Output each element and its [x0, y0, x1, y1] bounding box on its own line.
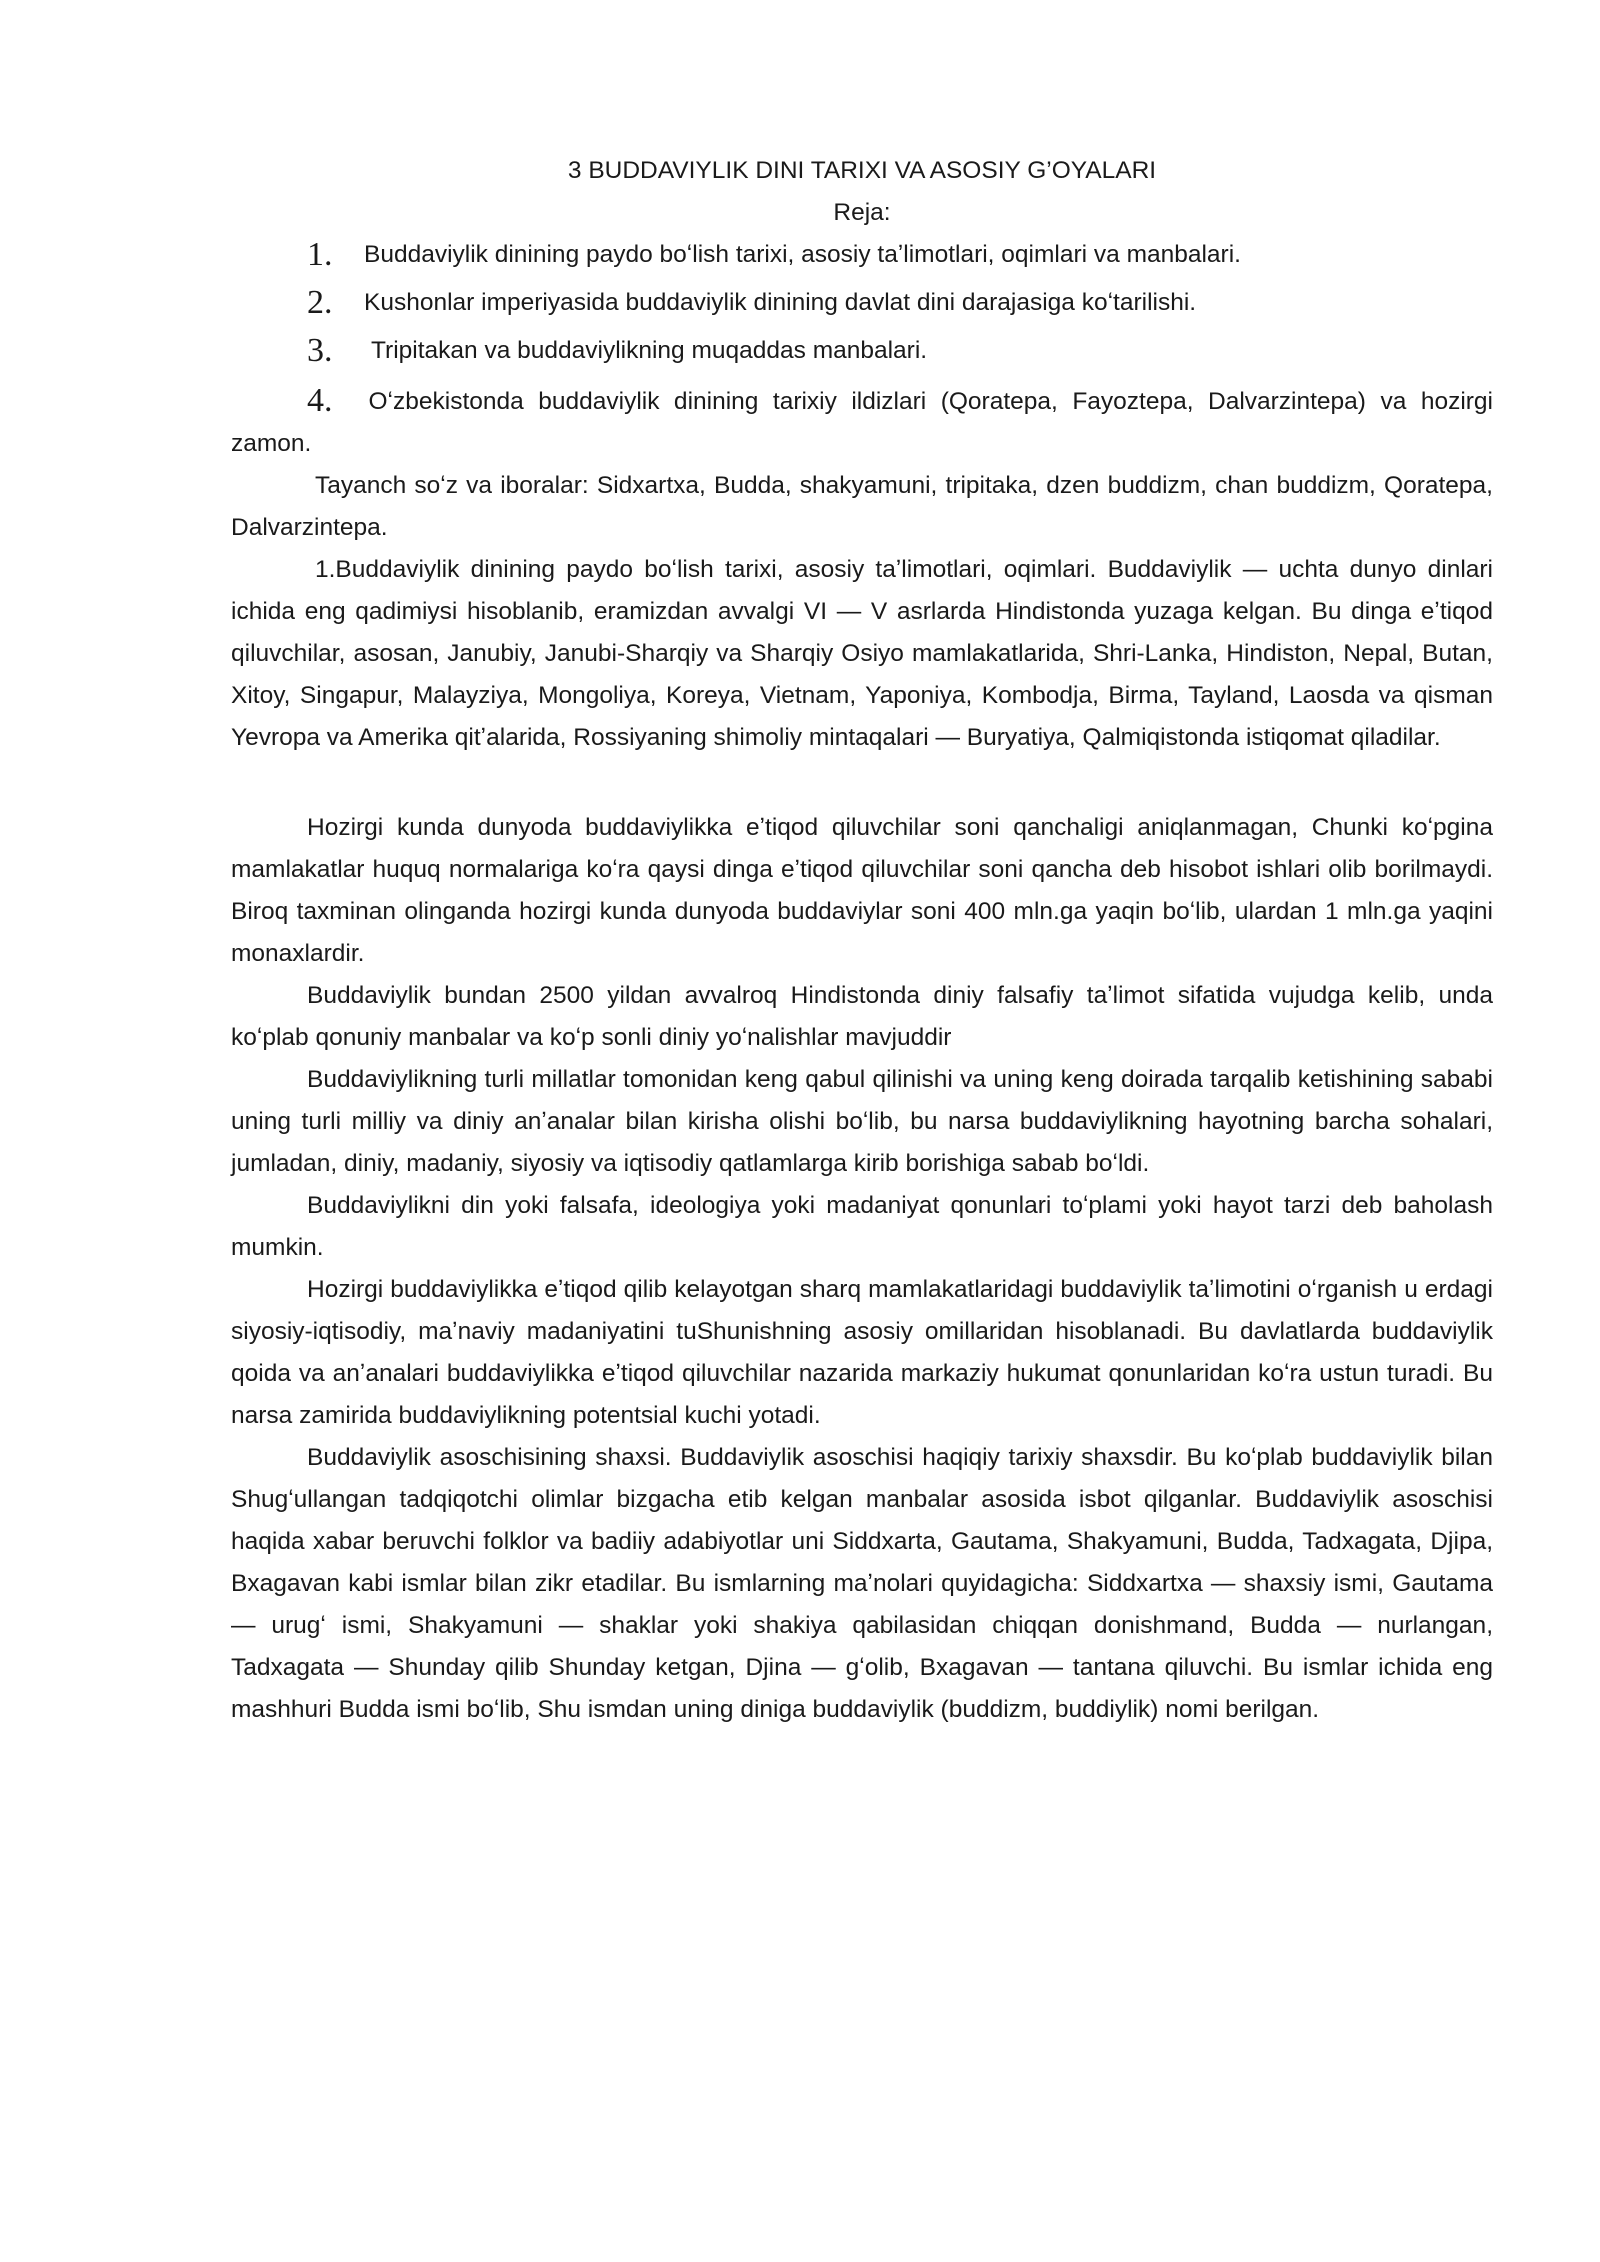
document-title: 3 BUDDAVIYLIK DINI TARIXI VA ASOSIY G’OYALARI: [567, 157, 1157, 184]
plan-item-text: Tripitakan va buddaviylikning muqaddas manbalari.: [371, 337, 928, 364]
plan-item-number: 3.: [307, 332, 333, 369]
body-paragraph: Hozirgi buddaviylikka eʼtiqod qilib kelayotgan sharq mamlakatlaridagi buddaviylik taʼlimotini oʻrganish u erdagi siyosiy-iqtisodiy, maʼnaviy madaniyatini tuShunishning asosiy omillaridan hisoblanadi. Bu davlatlarda buddaviylik qoida va anʼanalari buddaviylikka eʼtiqod qiluvchilar nazarida markaziy hukumat qonunlaridan koʻra ustun turadi. Bu narsa zamirida buddaviylikning potentsial kuchi yotadi.: [231, 1276, 1493, 1429]
body-paragraph: 1.Buddaviylik dinining paydo boʻlish tarixi, asosiy taʼlimotlari, oqimlari. Buddaviylik — uchta dunyo dinlari ichida eng qadimiysi hisoblanib, eramizdan avvalgi VI — V asrlarda Hindistonda yuzaga kelgan. Bu dinga eʼtiqod qiluvchilar, asosan, Janubiy, Janubi-Sharqiy va Sharqiy Osiyo mamlakatlarida, Shri-Lanka, Hindiston, Nepal, Butan, Xitoy, Singapur, Malayziya, Mongoliya, Koreya, Vietnam, Yaponiya, Kombodja, Birma, Tayland, Laosda va qisman Yevropa va Amerika qitʼalarida, Rossiyaning shimoliy mintaqalari — Buryatiya, Qalmiqistonda istiqomat qiladilar.: [231, 556, 1493, 751]
body-paragraph: Hozirgi kunda dunyoda buddaviylikka eʼtiqod qiluvchilar soni qanchaligi aniqlanmagan, Chunki koʻpgina mamlakatlar huquq normalariga koʻra qaysi dinga eʼtiqod qiluvchilar soni qancha deb hisobot ishlari olib borilmaydi. Biroq taxminan olinganda hozirgi kunda dunyoda buddaviylar soni 400 mln.ga yaqin boʻlib, ulardan 1 mln.ga yaqini monaxlardir.: [231, 814, 1493, 967]
plan-item: [231, 378, 1493, 465]
body-paragraph: Buddaviylik asoschisining shaxsi. Buddaviylik asoschisi haqiqiy tarixiy shaxsdir. Bu koʻplab buddaviylik bilan Shugʻullangan tadqiqotchi olimlar bizgacha etib kelgan manbalar asosida isbot qilganlar. Buddaviylik asoschisi haqida xabar beruvchi folklor va badiiy adabiyotlar uni Siddxarta, Gautama, Shakyamuni, Budda, Tadxagata, Djipa, Bxagavan kabi ismlar bilan zikr etadilar. Bu ismlarning maʼnolari quyidagicha: Siddxartxa — shaxsiy ismi, Gautama — urugʻ ismi, Shakyamuni — shaklar yoki shakiya qabilasidan chiqqan donishmand, Budda — nurlangan, Tadxagata — Shunday qilib Shunday ketgan, Djina — gʻolib, Bxagavan — tantana qiluvchi. Bu ismlar ichida eng mashhuri Budda ismi boʻlib, Shu ismdan uning diniga buddaviylik (buddizm, buddiylik) nomi berilgan.: [231, 1444, 1493, 1723]
plan-item-number: 4.: [307, 382, 333, 419]
plan-item-number: 2.: [307, 284, 333, 321]
body-paragraph: Buddaviylik bundan 2500 yildan avvalroq Hindistonda diniy falsafiy taʼlimot sifatida vujudga kelib, unda koʻplab qonuniy manbalar va koʻp sonli diniy yoʻnalishlar mavjuddir: [231, 982, 1493, 1051]
body-paragraph: Buddaviylikning turli millatlar tomonidan keng qabul qilinishi va uning keng doirada tarqalib ketishining sababi uning turli milliy va diniy anʼanalar bilan kirisha olishi boʻlib, bu narsa buddaviylikning hayotning barcha sohalari, jumladan, diniy, madaniy, siyosiy va iqtisodiy qatlamlarga kirib borishiga sabab boʻldi.: [231, 1066, 1493, 1177]
plan-item-number: 1.: [307, 236, 333, 273]
plan-label: Reja:: [833, 199, 891, 226]
plan-item: [231, 234, 1493, 282]
plan-item: [231, 330, 1493, 378]
plan-item-text: Buddaviylik dinining paydo boʻlish tarixi, asosiy taʼlimotlari, oqimlari va manbalari.: [364, 241, 1241, 268]
plan-item-text: Kushonlar imperiyasida buddaviylik dinining davlat dini darajasiga koʻtarilishi.: [364, 289, 1197, 316]
keywords-paragraph: Tayanch soʻz va iboralar: Sidxartxa, Budda, shakyamuni, tripitaka, dzen buddizm, chan buddizm, Qoratepa, Dalvarzintepa.: [231, 472, 1493, 541]
paragraph-gap: [231, 759, 1493, 807]
plan-item: [231, 282, 1493, 330]
document-page: [231, 150, 1493, 1731]
plan-item-text: Oʻzbekistonda buddaviylik dinining tarixiy ildizlari (Qoratepa, Fayoztepa, Dalvarzintepa) va hozirgi zamon.: [231, 388, 1493, 457]
body-paragraph: Buddaviylikni din yoki falsafa, ideologiya yoki madaniyat qonunlari toʻplami yoki hayot tarzi deb baholash mumkin.: [231, 1192, 1493, 1261]
